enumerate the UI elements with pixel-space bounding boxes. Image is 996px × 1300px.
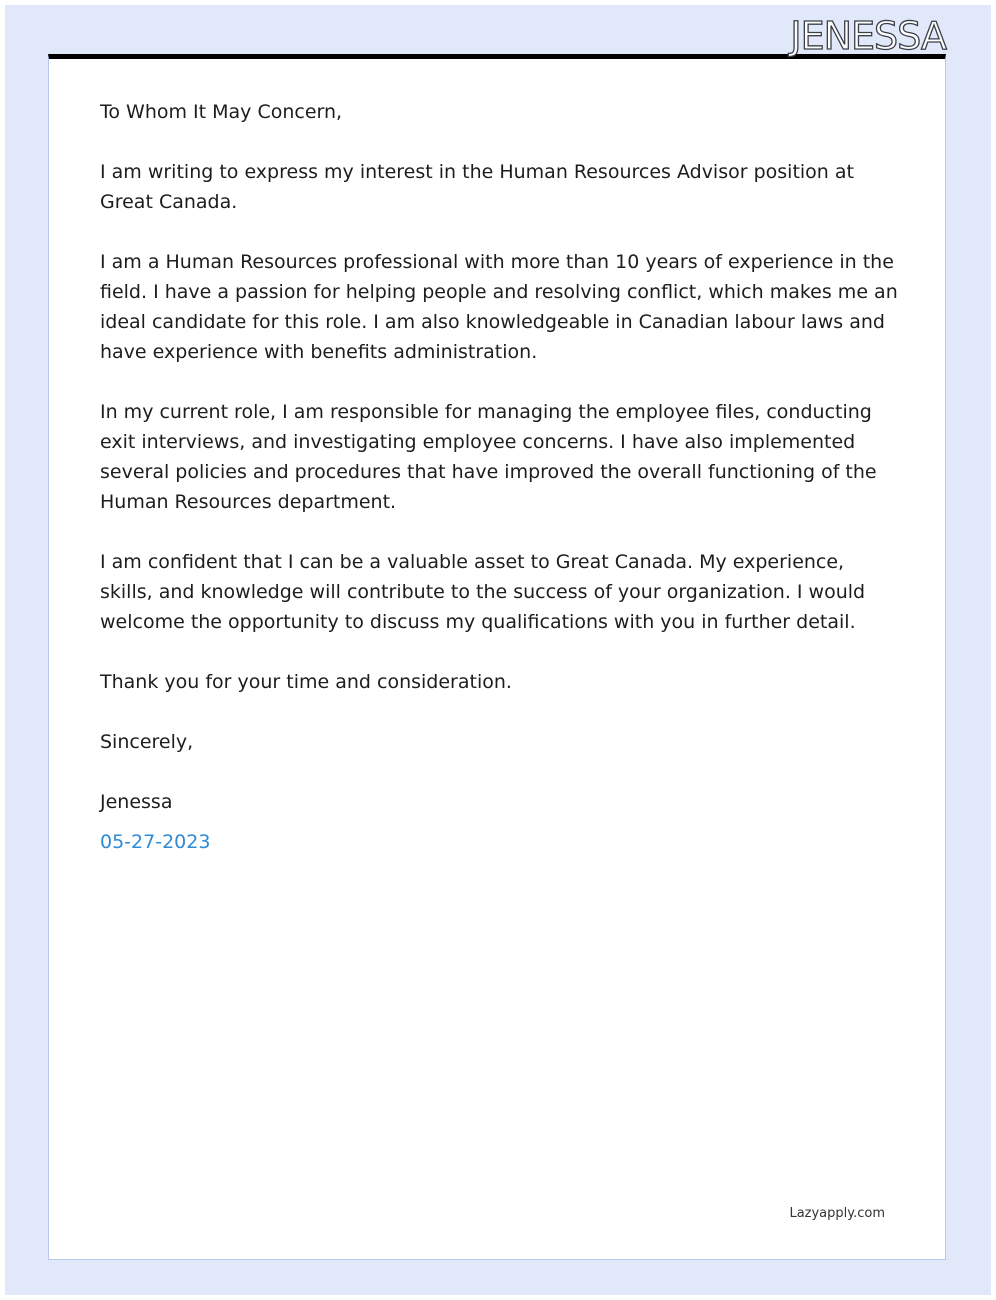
paragraph-experience: I am a Human Resources professional with more than 10 years of experience in the field. I have a passion for helping people and resolving conflict, which makes me an ideal candidate for this role. I am also knowledgeable in Canadian labour laws and have experience with benefits administration. (100, 251, 898, 363)
signature-name: Jenessa (100, 791, 173, 813)
header-name: JENESSA (790, 14, 946, 58)
paragraph-intro: I am writing to express my interest in the Human Resources Advisor position at Great Canada. (100, 161, 854, 213)
closing: Sincerely, (100, 731, 194, 753)
salutation: To Whom It May Concern, (100, 101, 343, 123)
paragraph-confidence: I am confident that I can be a valuable asset to Great Canada. My experience, skills, and knowledge will contribute to the success of your organization. I would welcome the opportunity to discuss my qualifications with you in further detail. (100, 551, 866, 633)
footer-credit: Lazyapply.com (789, 1206, 885, 1221)
letter-body (100, 97, 900, 857)
paragraph-current-role: In my current role, I am responsible for managing the employee files, conducting exit interviews, and investigating employee concerns. I have also implemented several policies and procedures that have improved the overall functioning of the Human Resources department. (100, 401, 877, 513)
letter-date: 05-27-2023 (100, 831, 211, 853)
paragraph-thanks: Thank you for your time and consideration. (100, 671, 512, 693)
